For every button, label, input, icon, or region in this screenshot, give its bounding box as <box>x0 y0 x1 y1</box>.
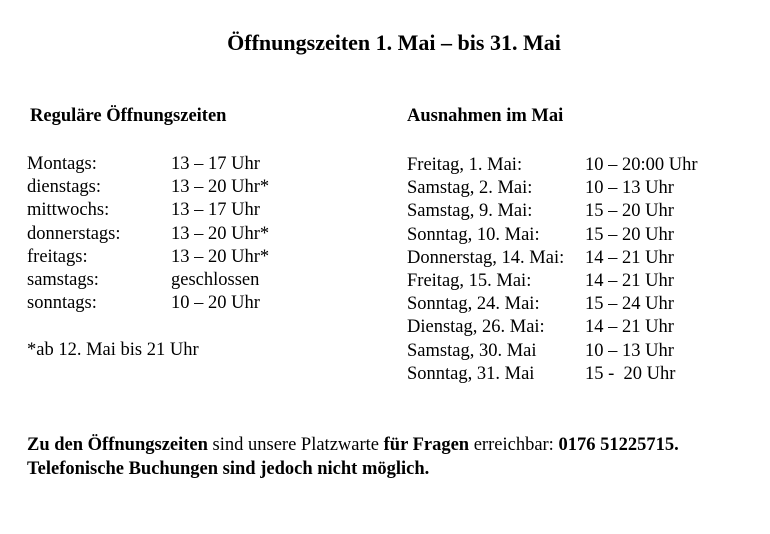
day-label: mittwochs: <box>27 200 110 221</box>
list-item <box>27 153 269 176</box>
time-value: 10 – 20:00 Uhr <box>585 155 698 175</box>
regular-hours-list <box>27 153 269 315</box>
time-value: 15 – 20 Uhr <box>585 201 674 222</box>
questions-emphasis: für Fragen <box>383 435 470 455</box>
booking-notice: Telefonische Buchungen sind jedoch nicht möglich. <box>27 458 430 479</box>
list-item <box>27 223 269 246</box>
time-value: 13 – 20 Uhr* <box>171 246 270 267</box>
contact-text: sind unsere Platzwarte <box>207 435 384 455</box>
time-value: 15 – 24 Uhr <box>585 294 674 315</box>
contact-notice <box>27 434 679 481</box>
time-value: 14 – 21 Uhr <box>585 317 674 338</box>
time-value: 10 – 13 Uhr <box>585 178 674 199</box>
list-item <box>407 340 698 363</box>
regular-hours-heading: Reguläre Öffnungszeiten <box>30 106 227 126</box>
phone-number: 0176 51225715. <box>558 435 679 455</box>
footnote: *ab 12. Mai bis 21 Uhr <box>27 340 199 360</box>
contact-line <box>27 434 679 458</box>
list-item <box>27 176 269 199</box>
time-value: 10 – 20 Uhr <box>171 293 260 314</box>
day-label: Sonntag, 31. Mai <box>407 363 535 384</box>
hours-emphasis: Zu den Öffnungszeiten <box>27 435 208 455</box>
list-item <box>407 270 698 293</box>
time-value: 15 - 20 Uhr <box>585 363 676 384</box>
day-label: sonntags: <box>27 293 97 314</box>
list-item <box>407 293 698 316</box>
time-value: 14 – 21 Uhr <box>585 271 674 292</box>
time-value: 13 – 17 Uhr <box>171 200 260 221</box>
list-item <box>407 247 698 270</box>
day-label: Samstag, 2. Mai: <box>407 178 533 199</box>
list-item <box>27 269 269 292</box>
time-value: 13 – 20 Uhr* <box>171 223 270 244</box>
day-label: freitags: <box>27 246 88 267</box>
day-label: Sonntag, 10. Mai: <box>407 224 540 245</box>
time-value: 13 – 17 Uhr <box>171 154 260 174</box>
day-label: dienstags: <box>27 177 101 198</box>
list-item <box>407 177 698 200</box>
exceptions-list <box>407 154 698 386</box>
list-item <box>407 316 698 339</box>
list-item <box>407 154 698 177</box>
day-label: Sonntag, 24. Mai: <box>407 294 540 315</box>
time-value: 15 – 20 Uhr <box>585 224 674 245</box>
day-label: Montags: <box>27 154 97 174</box>
day-label: Freitag, 1. Mai: <box>407 155 523 175</box>
list-item <box>407 224 698 247</box>
time-value: 10 – 13 Uhr <box>585 340 674 361</box>
day-label: Samstag, 30. Mai <box>407 340 537 361</box>
list-item <box>27 246 269 269</box>
list-item <box>407 200 698 223</box>
time-value: geschlossen <box>171 270 260 291</box>
list-item <box>407 363 698 386</box>
time-value: 14 – 21 Uhr <box>585 247 674 268</box>
exceptions-heading: Ausnahmen im Mai <box>407 106 564 126</box>
list-item <box>27 292 269 315</box>
time-value: 13 – 20 Uhr* <box>171 177 270 198</box>
day-label: samstags: <box>27 270 99 291</box>
day-label: Samstag, 9. Mai: <box>407 201 533 222</box>
contact-text: erreichbar: <box>469 435 559 455</box>
day-label: donnerstags: <box>27 223 121 244</box>
list-item <box>27 199 269 222</box>
day-label: Dienstag, 26. Mai: <box>407 317 545 338</box>
page-title: Öffnungszeiten 1. Mai – bis 31. Mai <box>227 30 561 55</box>
day-label: Donnerstag, 14. Mai: <box>407 247 565 268</box>
day-label: Freitag, 15. Mai: <box>407 271 532 292</box>
